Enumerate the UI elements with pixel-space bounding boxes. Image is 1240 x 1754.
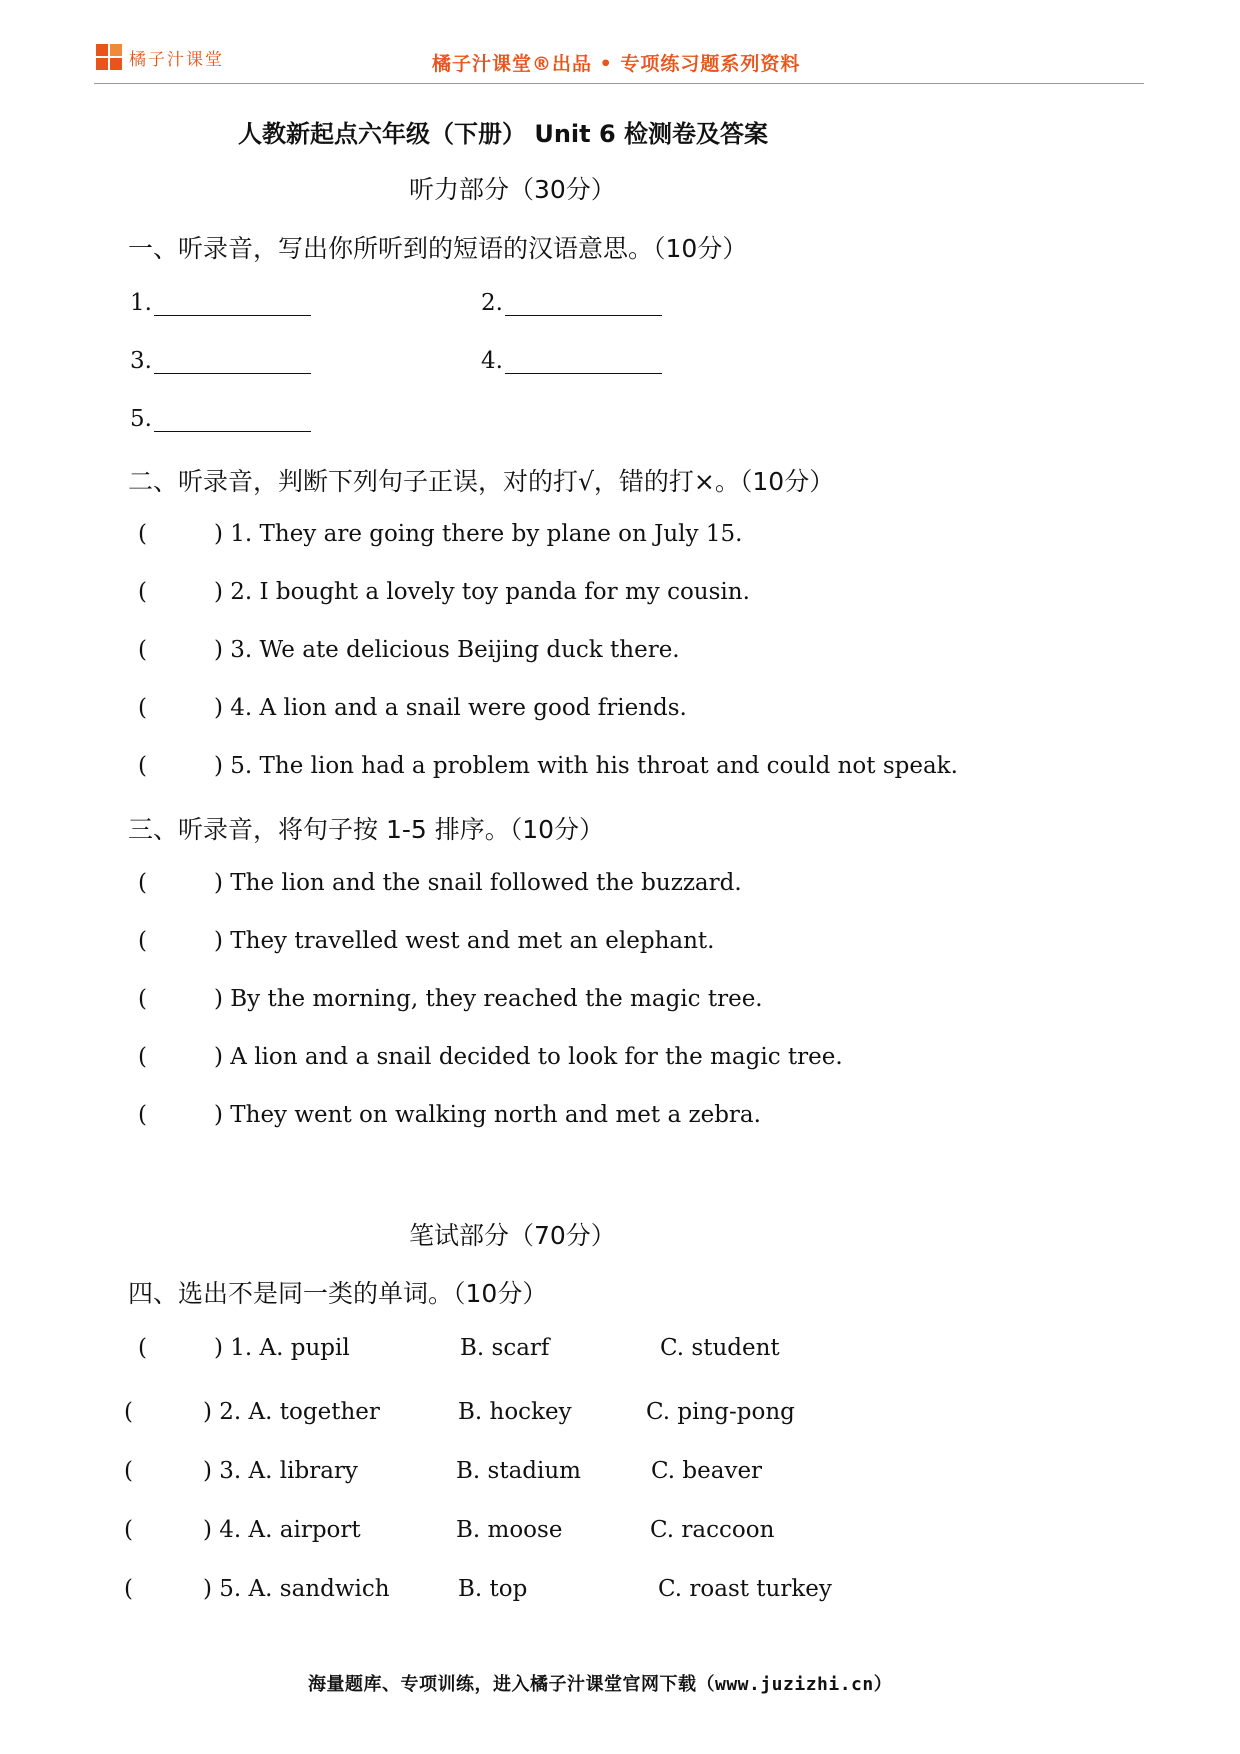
- page-title: 人教新起点六年级（下册） Unit 6 检测卷及答案: [238, 120, 769, 148]
- answer-paren[interactable]: (: [138, 870, 147, 896]
- choice-row-2-c: C. ping-pong: [646, 1399, 795, 1425]
- answer-line[interactable]: [505, 293, 662, 316]
- choice-row-4-b: B. moose: [456, 1517, 563, 1543]
- writing-heading: 笔试部分（70分）: [409, 1221, 616, 1250]
- answer-paren[interactable]: (: [138, 986, 147, 1012]
- order-item-1: ) The lion and the snail followed the buzzard.: [214, 870, 742, 896]
- answer-paren[interactable]: (: [124, 1576, 133, 1602]
- answer-paren[interactable]: (: [124, 1458, 133, 1484]
- answer-paren[interactable]: (: [138, 1044, 147, 1070]
- logo-icon: [96, 44, 124, 72]
- answer-paren[interactable]: (: [138, 753, 147, 779]
- answer-paren[interactable]: (: [138, 521, 147, 547]
- judge-item-2: ) 2. I bought a lovely toy panda for my cousin.: [214, 579, 750, 605]
- brand-name: 橘子汁课堂: [129, 50, 224, 70]
- blank-number: 5.: [130, 406, 152, 432]
- judge-item-5: ) 5. The lion had a problem with his throat and could not speak.: [214, 753, 958, 779]
- choice-row-3-c: C. beaver: [651, 1458, 763, 1484]
- order-item-5: ) They went on walking north and met a zebra.: [214, 1102, 761, 1128]
- answer-line[interactable]: [505, 351, 662, 374]
- choice-row-4-c: C. raccoon: [650, 1517, 775, 1543]
- answer-paren[interactable]: (: [138, 579, 147, 605]
- blank-1: [130, 290, 311, 316]
- choice-row-5-a: ) 5. A. sandwich: [203, 1576, 390, 1602]
- answer-paren[interactable]: (: [138, 637, 147, 663]
- answer-line[interactable]: [154, 409, 311, 432]
- choice-row-1-b: B. scarf: [460, 1335, 550, 1361]
- header-slogan: 橘子汁课堂®出品 • 专项练习题系列资料: [432, 53, 801, 75]
- blank-number: 4.: [481, 348, 503, 374]
- blank-3: [130, 348, 311, 374]
- blank-number: 3.: [130, 348, 152, 374]
- blank-5: [130, 406, 311, 432]
- answer-line[interactable]: [154, 293, 311, 316]
- choice-row-5-b: B. top: [458, 1576, 528, 1602]
- judge-item-3: ) 3. We ate delicious Beijing duck there.: [214, 637, 680, 663]
- answer-line[interactable]: [154, 351, 311, 374]
- order-item-3: ) By the morning, they reached the magic tree.: [214, 986, 763, 1012]
- choice-row-1-c: C. student: [660, 1335, 780, 1361]
- choice-row-2-b: B. hockey: [458, 1399, 572, 1425]
- order-item-2: ) They travelled west and met an elephant.: [214, 928, 715, 954]
- blank-number: 2.: [481, 290, 503, 316]
- blank-number: 1.: [130, 290, 152, 316]
- choice-row-5-c: C. roast turkey: [658, 1576, 832, 1602]
- choice-row-1-a: ) 1. A. pupil: [214, 1335, 350, 1361]
- part4-heading: 四、选出不是同一类的单词。（10分）: [128, 1279, 548, 1308]
- part2-heading: 二、听录音，判断下列句子正误，对的打√，错的打×。（10分）: [128, 467, 835, 496]
- order-item-4: ) A lion and a snail decided to look for the magic tree.: [214, 1044, 843, 1070]
- answer-paren[interactable]: (: [138, 1335, 147, 1361]
- choice-row-4-a: ) 4. A. airport: [203, 1517, 361, 1543]
- blank-2: [481, 290, 662, 316]
- part1-heading: 一、听录音，写出你所听到的短语的汉语意思。（10分）: [128, 234, 748, 263]
- choice-row-3-a: ) 3. A. library: [203, 1458, 358, 1484]
- listening-heading: 听力部分（30分）: [409, 175, 616, 204]
- answer-paren[interactable]: (: [138, 1102, 147, 1128]
- header-divider: [94, 83, 1144, 84]
- part3-heading: 三、听录音，将句子按 1-5 排序。（10分）: [128, 815, 605, 844]
- choice-row-3-b: B. stadium: [456, 1458, 581, 1484]
- answer-paren[interactable]: (: [138, 928, 147, 954]
- judge-item-4: ) 4. A lion and a snail were good friends.: [214, 695, 687, 721]
- blank-4: [481, 348, 662, 374]
- answer-paren[interactable]: (: [124, 1399, 133, 1425]
- choice-row-2-a: ) 2. A. together: [203, 1399, 380, 1425]
- footer-text: 海量题库、专项训练，进入橘子汁课堂官网下载（www.juzizhi.cn）: [308, 1674, 893, 1695]
- judge-item-1: ) 1. They are going there by plane on July 15.: [214, 521, 743, 547]
- answer-paren[interactable]: (: [138, 695, 147, 721]
- answer-paren[interactable]: (: [124, 1517, 133, 1543]
